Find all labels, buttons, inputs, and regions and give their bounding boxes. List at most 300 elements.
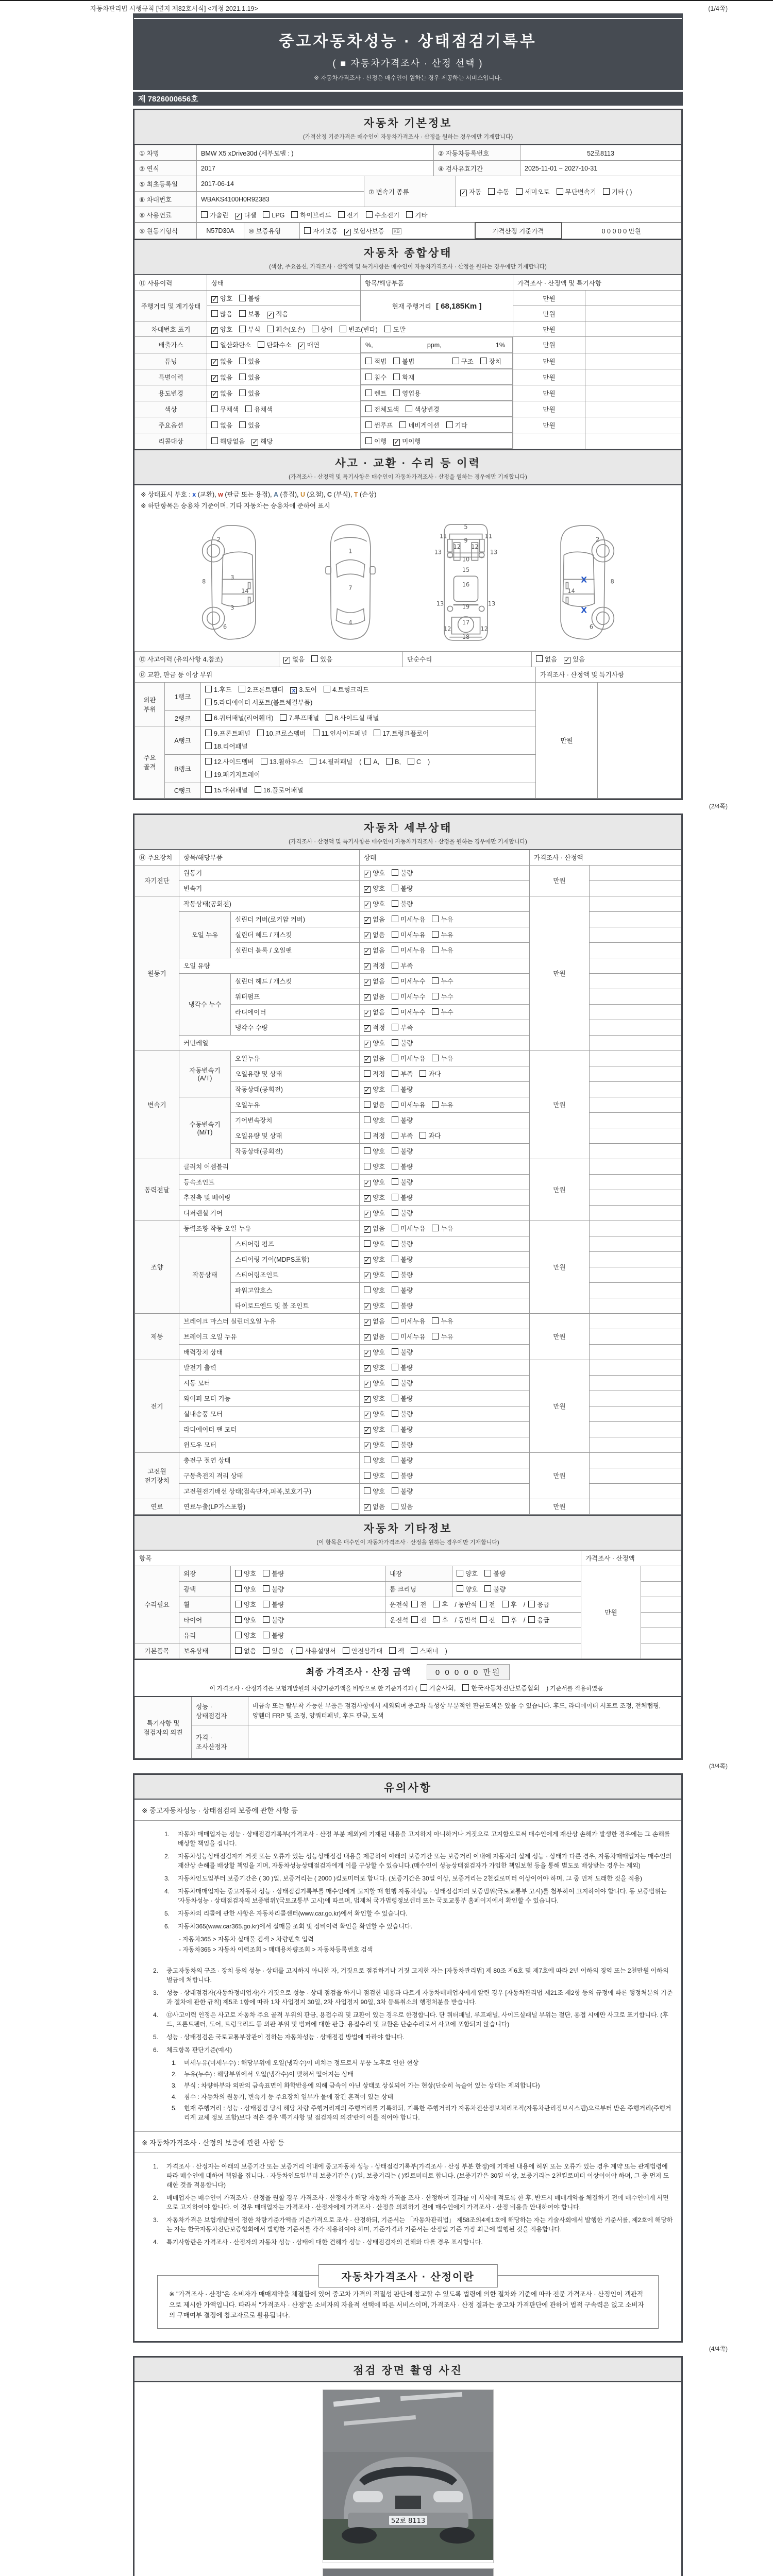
checkbox[interactable] [261,758,267,765]
checkbox[interactable] [291,211,298,218]
note-cell[interactable] [590,927,681,942]
checkbox[interactable] [239,295,246,301]
checkbox[interactable] [392,1055,398,1061]
checkbox-option[interactable] [392,1457,413,1464]
checkbox-option[interactable] [211,438,245,445]
note-cell[interactable] [590,1344,681,1360]
checkbox-option[interactable] [261,758,304,766]
checkbox-option[interactable] [258,342,291,349]
note-cell[interactable] [590,1081,681,1097]
checkbox-option[interactable] [406,212,427,219]
checkbox[interactable] [392,1240,398,1247]
checkbox[interactable] [392,1441,398,1448]
checkbox-option[interactable] [364,1395,385,1402]
checkbox[interactable] [258,341,264,348]
checkbox[interactable] [432,1008,439,1015]
checkbox[interactable] [392,1116,398,1123]
note-cell[interactable] [585,401,681,417]
note-cell[interactable] [585,433,681,449]
checkbox-option[interactable] [251,438,273,445]
checkbox[interactable] [480,358,487,364]
checkbox-option[interactable] [364,1009,385,1016]
checkbox-option[interactable] [239,326,260,333]
note-cell[interactable] [585,337,681,353]
checkbox[interactable] [365,374,372,380]
checkbox[interactable] [340,326,346,332]
checkbox[interactable] [392,1132,398,1139]
checkbox[interactable]: ✓ [345,227,351,235]
checkbox[interactable] [255,786,261,793]
checkbox-option[interactable] [384,326,406,333]
checkbox-option[interactable] [364,1163,385,1171]
checkbox[interactable] [392,1472,398,1479]
checkbox-option[interactable] [392,1132,413,1140]
checkbox-option[interactable] [421,1686,456,1692]
note-cell[interactable] [590,1221,681,1236]
checkbox[interactable] [392,1163,398,1170]
checkbox-option[interactable] [484,1570,506,1578]
checkbox-option[interactable] [364,1318,385,1325]
checkbox-option[interactable] [392,1364,413,1371]
checkbox-option[interactable] [364,1101,385,1109]
checkbox-option[interactable] [406,404,439,414]
checkbox[interactable] [432,1055,439,1061]
checkbox-option[interactable] [280,715,319,722]
checkbox[interactable] [392,931,398,938]
checkbox-option[interactable] [365,404,399,414]
checkbox-option[interactable] [364,947,385,954]
checkbox[interactable]: x [290,687,297,694]
checkbox-option[interactable] [392,1055,425,1062]
checkbox[interactable]: ✓ [212,358,217,366]
checkbox-option[interactable] [432,1101,453,1109]
checkbox[interactable] [432,1317,439,1324]
note-cell[interactable] [590,1050,681,1066]
note-cell[interactable] [590,1097,681,1112]
note-cell[interactable] [590,1329,681,1344]
checkbox[interactable] [392,1503,398,1510]
checkbox-option[interactable] [408,758,421,766]
checkbox[interactable] [452,358,459,364]
checkbox[interactable] [392,1395,398,1401]
checkbox[interactable] [480,1616,487,1623]
checkbox-option[interactable] [392,1009,425,1016]
checkbox[interactable]: ✓ [298,342,305,350]
checkbox-option[interactable] [392,1256,413,1263]
checkbox[interactable] [502,1616,509,1623]
checkbox[interactable] [392,1426,398,1432]
note-cell[interactable] [590,1128,681,1143]
checkbox-option[interactable] [364,1117,385,1124]
checkbox-option[interactable] [310,758,352,766]
checkbox-option[interactable] [392,1395,413,1402]
checkbox[interactable] [484,1570,491,1577]
checkbox-option[interactable] [393,357,414,366]
checkbox-option[interactable] [366,212,399,219]
checkbox-option[interactable] [419,1132,441,1140]
checkbox[interactable]: ✓ [364,1364,370,1372]
checkbox-option[interactable] [411,1648,438,1655]
checkbox-option[interactable] [296,1648,335,1655]
checkbox[interactable] [488,188,495,195]
checkbox[interactable]: ✓ [236,211,242,219]
checkbox[interactable] [419,1070,426,1077]
checkbox-option[interactable] [392,1302,413,1310]
checkbox-option[interactable] [432,1333,453,1341]
checkbox[interactable] [364,758,371,765]
checkbox[interactable] [364,1456,371,1463]
checkbox-option[interactable] [386,758,401,766]
checkbox[interactable] [433,1601,440,1607]
checkbox-option[interactable] [211,326,232,333]
checkbox[interactable] [603,188,610,195]
checkbox-option[interactable] [365,372,386,382]
note-cell[interactable] [590,1452,681,1468]
checkbox[interactable] [392,916,398,922]
checkbox[interactable] [432,977,439,984]
checkbox[interactable] [239,310,246,317]
checkbox-option[interactable] [432,1009,453,1016]
note-cell[interactable] [598,682,681,798]
checkbox-option[interactable] [239,295,260,302]
checkbox-option[interactable] [245,406,273,413]
note-cell[interactable] [590,973,681,989]
checkbox-option[interactable] [432,978,453,985]
checkbox-option[interactable] [392,1272,413,1279]
checkbox[interactable] [364,1132,371,1139]
checkbox-option[interactable] [291,212,331,219]
checkbox-option[interactable] [263,1648,284,1655]
checkbox-option[interactable] [338,212,359,219]
checkbox[interactable] [239,358,246,364]
checkbox-option[interactable] [239,311,260,318]
checkbox-option[interactable] [364,1411,385,1418]
checkbox[interactable] [432,916,439,922]
checkbox[interactable] [211,421,218,428]
checkbox[interactable] [384,326,391,332]
checkbox-option[interactable] [364,1179,385,1186]
checkbox[interactable] [392,1008,398,1015]
checkbox[interactable]: ✓ [364,993,370,1001]
inspection-photo-rear[interactable] [323,2568,494,2576]
note-cell[interactable] [590,1190,681,1205]
checkbox[interactable]: ✓ [364,870,370,877]
checkbox-option[interactable] [205,758,254,766]
checkbox-option[interactable] [211,422,232,429]
checkbox[interactable] [392,1256,398,1262]
note-cell[interactable] [590,1421,681,1437]
car-side-right-view[interactable] [532,520,630,644]
checkbox-option[interactable] [263,1632,284,1639]
checkbox[interactable] [257,730,264,736]
checkbox[interactable] [310,758,316,765]
checkbox-option[interactable] [432,931,453,939]
checkbox[interactable]: ✓ [364,1503,370,1511]
checkbox-option[interactable] [484,1586,506,1593]
checkbox-option[interactable] [364,1256,385,1263]
checkbox[interactable] [392,1209,398,1216]
checkbox[interactable] [406,211,413,218]
checkbox[interactable] [205,742,212,749]
checkbox[interactable]: ✓ [364,885,370,893]
checkbox[interactable] [374,730,380,736]
checkbox[interactable] [457,1585,463,1592]
checkbox[interactable] [263,211,270,218]
checkbox-option[interactable] [364,1380,385,1387]
checkbox[interactable] [235,1647,242,1654]
checkbox-option[interactable] [211,406,239,413]
note-cell[interactable] [590,1174,681,1190]
checkbox[interactable] [392,1302,398,1309]
checkbox[interactable] [392,1225,398,1231]
checkbox[interactable] [263,1601,270,1607]
checkbox[interactable] [393,358,400,364]
checkbox-option[interactable] [392,1086,413,1093]
checkbox-option[interactable] [263,1586,284,1593]
note-cell[interactable] [590,1391,681,1406]
car-top-view[interactable] [301,520,399,644]
checkbox[interactable] [365,421,372,428]
checkbox-option[interactable] [528,1617,549,1624]
checkbox[interactable] [239,326,246,332]
checkbox[interactable] [235,1601,242,1607]
checkbox[interactable] [433,1616,440,1623]
checkbox-option[interactable] [205,787,248,794]
checkbox-option[interactable] [364,1442,385,1449]
checkbox-option[interactable] [211,358,232,365]
checkbox-option[interactable] [488,189,509,196]
checkbox[interactable] [364,1070,371,1077]
checkbox-option[interactable] [432,1318,453,1325]
checkbox[interactable]: ✓ [364,1024,370,1032]
checkbox-option[interactable] [364,1333,385,1341]
checkbox-option[interactable] [205,771,260,778]
final-price-value[interactable]: 0 0 0 0 0 만원 [427,1664,510,1680]
checkbox-option[interactable] [460,189,481,196]
checkbox[interactable] [392,1039,398,1046]
checkbox[interactable] [205,786,212,793]
checkbox-option[interactable] [364,1349,385,1356]
checkbox-option[interactable] [211,374,232,381]
checkbox[interactable] [393,374,400,380]
note-cell[interactable] [590,1437,681,1452]
checkbox[interactable] [392,1101,398,1108]
checkbox[interactable]: ✓ [364,1086,370,1094]
checkbox-option[interactable] [304,228,338,235]
year-value[interactable]: 2017 [197,161,434,176]
checkbox[interactable]: ✓ [364,916,370,924]
checkbox[interactable] [516,188,523,195]
checkbox-option[interactable] [235,1617,256,1624]
note-cell[interactable] [590,1004,681,1020]
note-cell[interactable] [585,417,681,433]
checkbox[interactable] [411,1616,418,1623]
checkbox[interactable] [365,389,372,396]
checkbox[interactable]: ✓ [364,962,370,970]
checkbox[interactable] [235,1585,242,1592]
note-cell[interactable] [590,1035,681,1050]
checkbox-option[interactable] [392,978,425,985]
checkbox-option[interactable] [364,885,385,892]
checkbox-option[interactable] [211,295,232,302]
checkbox-option[interactable] [433,1617,448,1624]
checkbox[interactable] [364,1240,371,1247]
checkbox[interactable] [239,374,246,380]
note-cell[interactable] [590,1468,681,1483]
checkbox[interactable] [239,389,246,396]
checkbox[interactable]: ✓ [364,1179,370,1187]
reg-no-value[interactable]: 52로8113 [520,145,681,161]
note-cell[interactable] [590,911,681,927]
checkbox-option[interactable] [364,993,385,1001]
checkbox[interactable] [399,421,406,428]
checkbox-option[interactable] [528,1601,549,1608]
checkbox-option[interactable] [374,730,429,737]
checkbox-option[interactable] [364,1302,385,1310]
checkbox-option[interactable] [364,1272,385,1279]
checkbox-option[interactable] [392,1503,413,1511]
checkbox[interactable] [392,1487,398,1494]
checkbox[interactable] [392,1147,398,1154]
checkbox[interactable] [421,1684,427,1691]
checkbox-option[interactable] [364,1148,385,1155]
checkbox-option[interactable] [364,1040,385,1047]
checkbox[interactable] [205,730,212,736]
checkbox[interactable] [392,1070,398,1077]
checkbox-option[interactable] [313,730,367,737]
checkbox-option[interactable] [364,1364,385,1371]
checkbox-option[interactable] [344,228,384,235]
appraiser-remarks[interactable] [248,1725,681,1758]
checkbox-option[interactable] [392,1040,413,1047]
checkbox[interactable] [364,1286,371,1293]
checkbox[interactable]: ✓ [564,656,570,664]
checkbox-option[interactable] [432,1225,453,1232]
checkbox[interactable] [296,1647,303,1654]
checkbox-option[interactable] [432,1055,453,1062]
checkbox[interactable]: ✓ [364,1225,370,1233]
checkbox-option[interactable] [392,885,413,892]
checkbox-option[interactable] [364,962,385,970]
checkbox[interactable] [235,1570,242,1577]
note-cell[interactable] [590,1282,681,1298]
checkbox[interactable]: ✓ [364,1302,370,1310]
checkbox[interactable]: ✓ [212,389,217,398]
checkbox[interactable] [239,686,245,692]
checkbox[interactable] [312,326,318,332]
checkbox[interactable] [528,1616,535,1623]
vin-value[interactable]: WBAKS4100H0R92383 [197,192,364,207]
checkbox-option[interactable] [392,1472,413,1480]
note-cell[interactable] [590,880,681,896]
checkbox[interactable] [365,405,372,412]
checkbox-option[interactable] [364,1210,385,1217]
checkbox[interactable] [557,188,563,195]
checkbox[interactable] [392,1178,398,1185]
checkbox[interactable] [364,1472,371,1479]
note-cell[interactable] [590,1020,681,1035]
checkbox-option[interactable] [239,374,260,381]
checkbox[interactable] [392,946,398,953]
checkbox-option[interactable] [536,656,557,663]
checkbox[interactable] [392,1086,398,1092]
inspection-value[interactable]: 2025-11-01 ~ 2027-10-31 [520,161,681,176]
checkbox-option[interactable] [312,326,333,333]
checkbox[interactable] [411,1647,417,1654]
checkbox-option[interactable] [364,916,385,923]
checkbox-option[interactable] [205,686,232,693]
note-cell[interactable] [585,321,681,337]
checkbox-option[interactable] [392,1426,413,1433]
checkbox[interactable] [205,686,212,692]
checkbox[interactable] [392,962,398,969]
checkbox[interactable] [392,977,398,984]
checkbox-option[interactable] [205,730,250,737]
checkbox-option[interactable] [432,947,453,954]
checkbox-option[interactable] [263,1617,284,1624]
checkbox-option[interactable] [516,189,549,196]
checkbox[interactable] [205,699,212,705]
checkbox-option[interactable] [235,1601,256,1608]
checkbox-option[interactable] [457,1586,478,1593]
note-cell[interactable] [585,353,681,369]
checkbox[interactable] [393,389,400,396]
checkbox[interactable] [392,1379,398,1386]
checkbox[interactable] [392,1364,398,1370]
checkbox-option[interactable] [433,1601,448,1608]
checkbox[interactable] [205,771,212,777]
note-cell[interactable] [590,1236,681,1251]
checkbox-option[interactable] [480,1617,495,1624]
checkbox[interactable] [432,993,439,999]
checkbox[interactable] [528,1601,535,1607]
checkbox-option[interactable] [298,342,320,349]
checkbox-option[interactable] [267,326,305,333]
checkbox[interactable]: ✓ [364,1411,370,1418]
note-cell[interactable] [590,1375,681,1391]
checkbox[interactable]: ✓ [364,978,370,986]
checkbox-option[interactable] [392,1210,413,1217]
checkbox[interactable] [304,227,311,234]
checkbox-option[interactable] [205,699,312,706]
checkbox[interactable]: ✓ [364,931,370,939]
checkbox-option[interactable] [392,931,425,939]
checkbox-option[interactable] [239,358,260,365]
checkbox-option[interactable] [392,1117,413,1124]
checkbox-option[interactable] [392,1179,413,1186]
checkbox[interactable] [392,1348,398,1355]
checkbox-option[interactable] [364,1426,385,1433]
checkbox[interactable] [389,1647,396,1654]
note-cell[interactable] [590,1360,681,1375]
checkbox-option[interactable] [205,743,248,750]
checkbox[interactable] [392,869,398,876]
checkbox[interactable] [205,714,212,721]
checkbox[interactable] [365,358,372,364]
checkbox-option[interactable] [364,1194,385,1201]
checkbox-option[interactable] [324,686,369,693]
checkbox-option[interactable] [267,311,288,318]
note-cell[interactable] [590,1251,681,1267]
note-cell[interactable] [590,1298,681,1313]
first-reg-value[interactable]: 2017-06-14 [197,176,364,192]
checkbox[interactable]: ✓ [364,1256,370,1264]
checkbox[interactable] [392,1456,398,1463]
checkbox-option[interactable] [564,656,585,663]
checkbox-option[interactable] [364,978,385,985]
checkbox[interactable]: ✓ [364,1272,370,1279]
checkbox-option[interactable] [235,1632,256,1639]
